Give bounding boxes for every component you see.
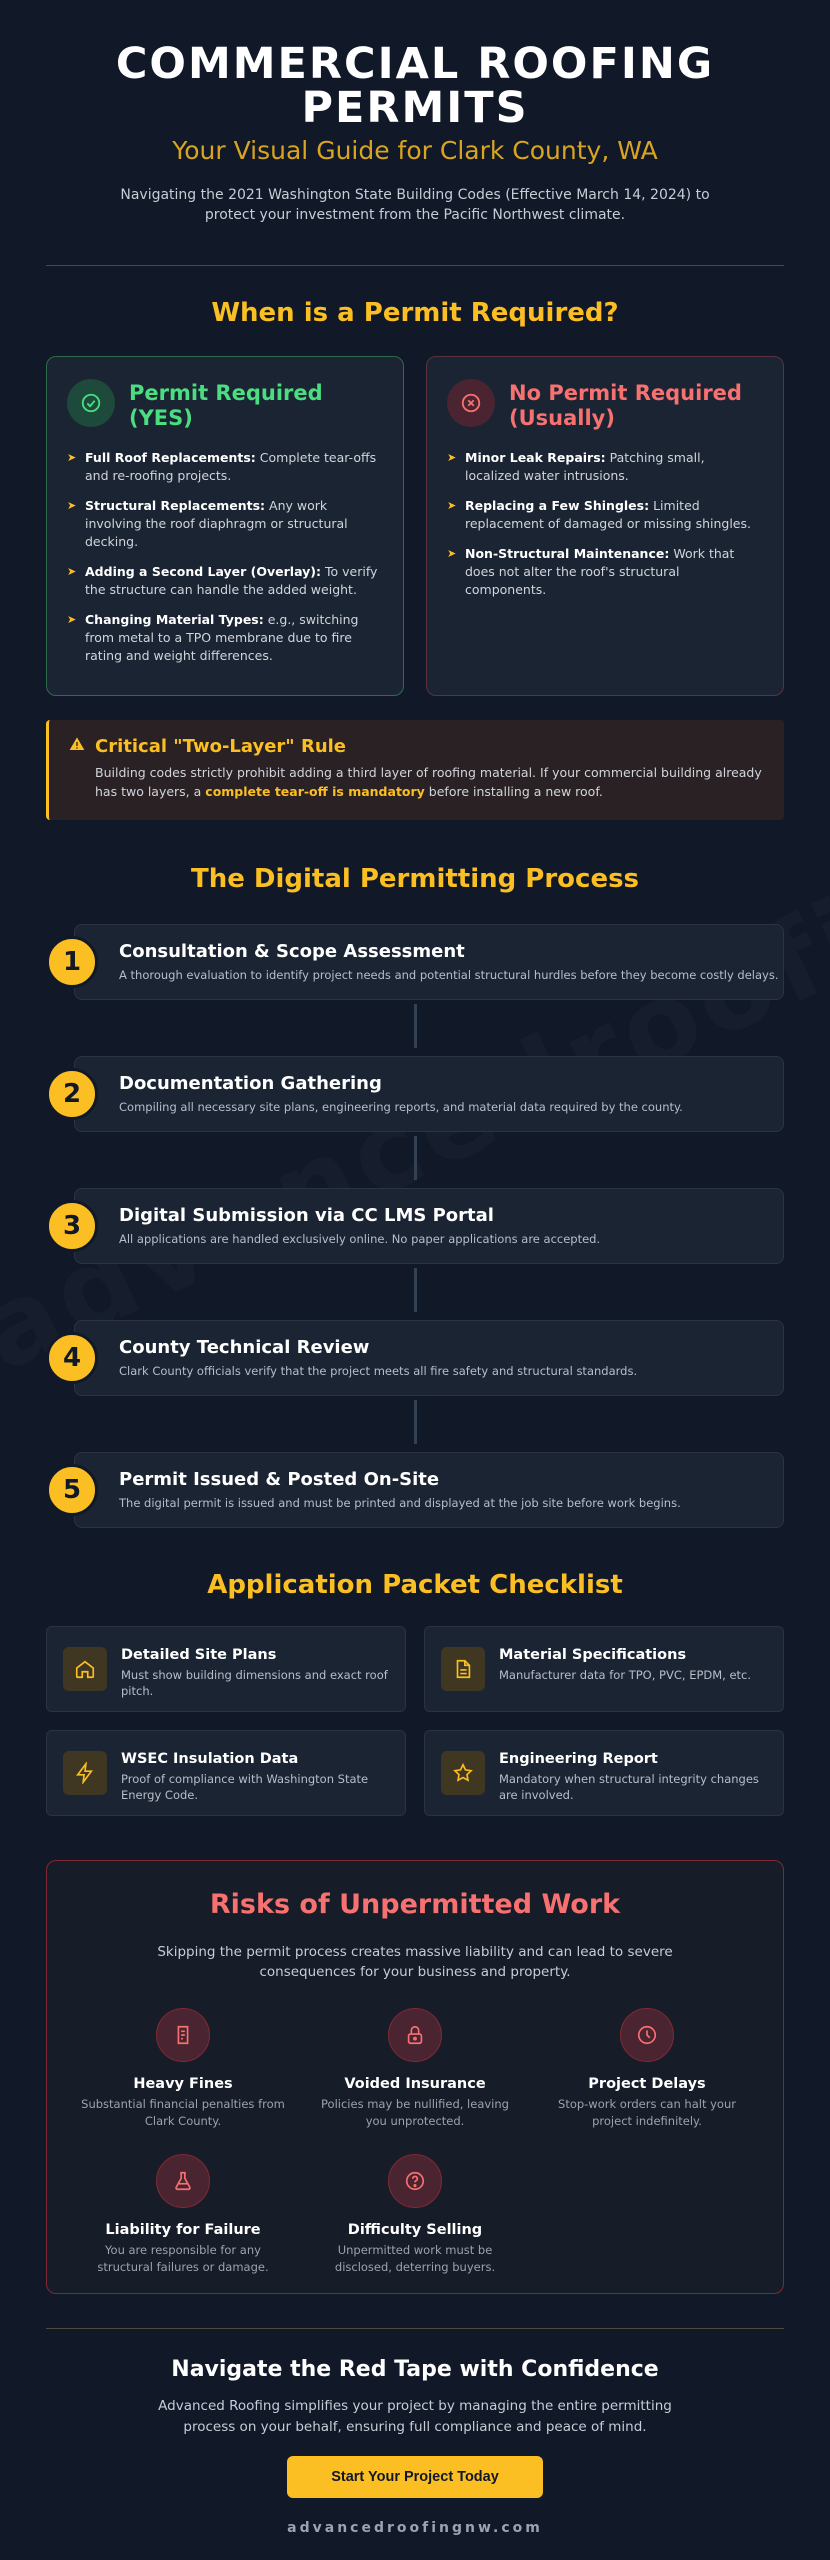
step-connector [414,1268,417,1312]
step-description: All applications are handled exclusively online. No paper applications are accepted. [119,1232,601,1246]
cta-title: Navigate the Red Tape with Confidence [171,2357,659,2382]
question-icon [388,2154,442,2208]
step-title: Digital Submission via CC LMS Portal [119,1205,494,1226]
checklist-item-description: Mandatory when structural integrity changes are involved. [499,1772,759,1802]
process-step [46,1452,784,1528]
intro-text: Navigating the 2021 Washington State Building Codes (Effective March 14, 2024) to protect your investment from the Pacific Northwest climate. [120,187,710,223]
process-step [46,924,784,1000]
header [0,0,830,225]
risk-title: Voided Insurance [344,2076,486,2092]
list-item: ➤ Non-Structural Maintenance: Work that does not alter the roof's structural components. [447,545,763,599]
risks-intro: Skipping the permit process creates massive liability and can lead to severe consequences for your business and property. [157,1944,673,1980]
risk-item [299,2154,531,2276]
step-description: Compiling all necessary site plans, engineering reports, and material data required by the county. [119,1100,683,1114]
list-item: ➤ Changing Material Types: e.g., switching from metal to a TPO membrane due to fire rating and weight differences. [67,611,383,665]
start-project-button[interactable]: Start Your Project Today [287,2456,543,2498]
checklist-section-title: Application Packet Checklist [207,1570,623,1600]
permit-required-list [67,449,383,665]
process-steps [46,924,784,1528]
risk-title: Heavy Fines [133,2076,233,2092]
page-subtitle: Your Visual Guide for Clark County, WA [172,136,658,165]
step-number: 1 [46,936,98,988]
lock-icon [388,2008,442,2062]
website-link[interactable]: advancedroofingnw.com [287,2520,543,2536]
step-connector [414,1004,417,1048]
divider [46,265,784,266]
step-connector [414,1136,417,1180]
step-title: Documentation Gathering [119,1073,382,1094]
permit-required-title: Permit Required (YES) [129,381,323,430]
page-title: COMMERCIAL ROOFING PERMITS [115,39,715,133]
step-number: 3 [46,1200,98,1252]
permit-not-required-card [426,356,784,696]
step-connector [414,1400,417,1444]
two-layer-rule-callout [46,720,784,820]
risk-description: Substantial financial penalties from Clark County. [81,2097,285,2128]
lightning-icon [63,1751,107,1795]
list-item: ➤ Replacing a Few Shingles: Limited replacement of damaged or missing shingles. [447,497,763,533]
permit-not-required-title: No Permit Required (Usually) [509,381,742,430]
risk-item [299,2008,531,2130]
receipt-icon [156,2008,210,2062]
step-title: County Technical Review [119,1337,370,1358]
permit-required-card [46,356,404,696]
list-item: ➤ Structural Replacements: Any work involving the roof diaphragm or structural decking. [67,497,383,551]
warning-icon [69,736,85,757]
x-circle-icon [447,379,495,427]
step-number: 4 [46,1332,98,1384]
cta-text: Advanced Roofing simplifies your project by managing the entire permitting process on your behalf, ensuring full compliance and peace of mind. [158,2398,672,2435]
check-circle-icon [67,379,115,427]
risk-item [67,2154,299,2276]
star-icon [441,1751,485,1795]
permit-cards [46,356,784,696]
risk-description: Unpermitted work must be disclosed, deterring buyers. [334,2243,496,2274]
flask-icon [156,2154,210,2208]
step-title: Permit Issued & Posted On-Site [119,1469,440,1490]
risks-panel [46,1860,784,2294]
rule-highlight: complete tear-off is mandatory [205,784,425,799]
risk-title: Difficulty Selling [347,2222,483,2238]
list-item: ➤ Minor Leak Repairs: Patching small, localized water intrusions. [447,449,763,485]
process-step [46,1188,784,1264]
rule-title: Critical "Two-Layer" Rule [95,736,347,757]
risk-description: Stop-work orders can halt your project indefinitely. [558,2097,736,2128]
risk-item [67,2008,299,2130]
step-description: A thorough evaluation to identify project needs and potential structural hurdles before they become costly delays. [119,968,779,982]
checklist-item [46,1730,406,1816]
risk-description: You are responsible for any structural failures or damage. [97,2243,269,2274]
clock-icon [620,2008,674,2062]
risk-title: Liability for Failure [105,2222,261,2238]
checklist-item-title: Material Specifications [499,1647,687,1663]
checklist-item-description: Must show building dimensions and exact roof pitch. [121,1668,388,1698]
risks-grid [67,2008,763,2276]
risk-title: Project Delays [588,2076,706,2092]
step-number: 5 [46,1464,98,1516]
checklist-item [424,1730,784,1816]
step-description: The digital permit is issued and must be printed and displayed at the job site before work begins. [119,1496,681,1510]
permit-not-required-list [447,449,763,599]
rule-text: Building codes strictly prohibit adding a third layer of roofing material. If your commercial building already has two layers, a complete tear-off is mandatory before installing a new roof. [95,765,762,799]
risks-title: Risks of Unpermitted Work [209,1889,621,1920]
process-step [46,1320,784,1396]
risk-item [531,2008,763,2130]
cta-section [0,2357,830,2536]
checklist-grid [46,1626,784,1816]
divider [46,2328,784,2329]
step-title: Consultation & Scope Assessment [119,941,465,962]
risk-description: Policies may be nullified, leaving you unprotected. [321,2097,509,2128]
checklist-item-description: Proof of compliance with Washington State Energy Code. [121,1772,369,1802]
process-step [46,1056,784,1132]
checklist-item-title: WSEC Insulation Data [121,1751,299,1767]
list-item: ➤ Adding a Second Layer (Overlay): To verify the structure can handle the added weight. [67,563,383,599]
checklist-item-description: Manufacturer data for TPO, PVC, EPDM, etc. [499,1668,752,1682]
permit-section-title: When is a Permit Required? [211,298,619,328]
checklist-item-title: Detailed Site Plans [121,1647,277,1663]
list-item: ➤ Full Roof Replacements: Complete tear-offs and re-roofing projects. [67,449,383,485]
step-number: 2 [46,1068,98,1120]
process-section-title: The Digital Permitting Process [190,864,640,894]
home-icon [63,1647,107,1691]
checklist-item-title: Engineering Report [499,1751,658,1767]
checklist-item [424,1626,784,1712]
checklist-item [46,1626,406,1712]
step-description: Clark County officials verify that the project meets all fire safety and structural standards. [119,1364,638,1378]
document-icon [441,1647,485,1691]
